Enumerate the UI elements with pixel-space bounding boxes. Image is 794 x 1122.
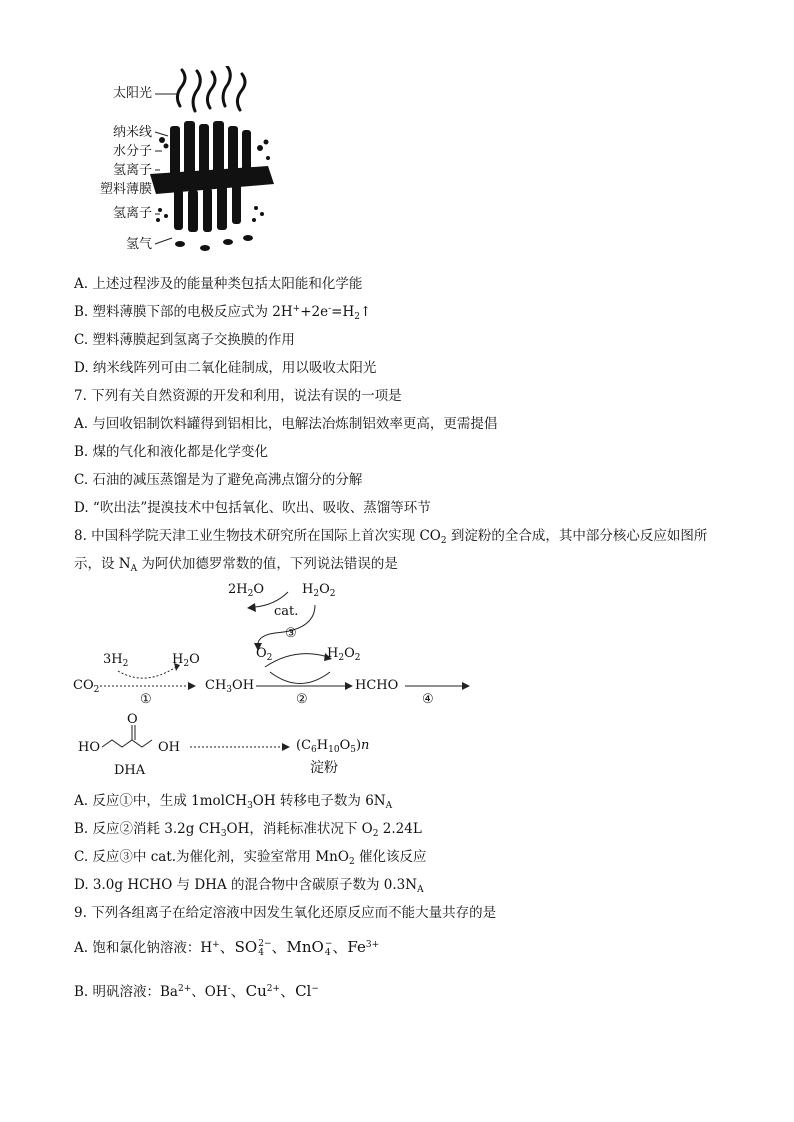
scheme-ch3oh-text: CH (205, 678, 227, 693)
scheme-2h2o-text: 2H (228, 582, 248, 597)
scheme-step3: ③ (285, 626, 297, 641)
q8-option-b (74, 820, 422, 838)
nanowire-illustration (150, 66, 280, 261)
q9-option-b: B. 明矾溶液：$Ba^{2+}$、OH-、$Cu^{2+}$、Cl− (74, 982, 319, 1000)
q6-option-b-tail: =H (331, 304, 355, 320)
q6-option-b-mid: +2e (300, 304, 329, 320)
scheme-co2-text: CO (73, 678, 94, 693)
q8-option-a-text2: OH 转移电子数为 6N (252, 793, 386, 809)
scheme-dha-oh: OH (158, 740, 180, 755)
scheme-3h2: $3H_2$ (103, 652, 129, 669)
scheme-starch-label: 淀粉 (310, 760, 338, 776)
figure-label-sunlight: 太阳光 (112, 86, 152, 101)
q9-option-b-text: B. 明矾溶液：Ba (74, 984, 178, 1000)
q8-option-a-sub2: A (385, 801, 393, 811)
q8-stem2-sub: A (130, 564, 138, 574)
q8-stem-line2 (74, 555, 398, 573)
q9-option-a: A. 饱和氯化钠溶液：H+、SO 2− 4 、MnO − 4 、$Fe^{3+}$ (74, 938, 380, 958)
q6-option-b-arrow: ↑ (359, 304, 372, 320)
scheme-o2: $O_2$ (256, 646, 273, 663)
q7-option-d: D. “吹出法”提溴技术中包括氧化、吹出、吸收、蒸馏等环节 (74, 500, 431, 516)
q8-option-d-sub: A (417, 885, 424, 895)
scheme-2h2o: $2H_2O$ (228, 582, 265, 599)
scheme-h2o2-top: $H_2O_2$ (302, 582, 336, 599)
q6-option-d: D. 纳米线阵列可由二氧化硅制成，用以吸收太阳光 (74, 360, 377, 376)
q8-option-d (74, 876, 424, 894)
q8-option-b-sub1: 3 (220, 829, 227, 839)
figure-label-plastic-film: 塑料薄膜 (99, 182, 152, 197)
q9-option-b-cl: 、Cl (280, 982, 312, 1000)
scheme-dha-o: O (127, 712, 138, 727)
figure-label-hydrogen-gas: 氢气 (125, 237, 152, 252)
q8-option-b-sub2: 2 (372, 829, 379, 839)
scheme-starch-formula: $(C_6H_{10}O_5)n$ (296, 738, 370, 755)
q6-option-b-text: B. 塑料薄膜下部的电极反应式为 2H (74, 304, 293, 320)
scheme-o2-text: O (256, 646, 267, 661)
q8-stem1-sub: 2 (440, 536, 447, 546)
scheme-hcho: HCHO (355, 678, 399, 693)
scheme-ch3oh: $CH_3OH$ (205, 678, 255, 695)
q9-option-a-ions: 、SO (219, 938, 258, 956)
scheme-co2: $CO_2$ (73, 678, 100, 695)
q7-option-b: B. 煤的气化和液化都是化学变化 (74, 444, 269, 460)
q8-stem1-b: 到淀粉的全合成，其中部分核心反应如图所 (446, 528, 708, 544)
q8-option-c-text: C. 反应③中 cat.为催化剂，实验室常用 MnO (74, 849, 349, 865)
scheme-step1: ① (140, 692, 152, 707)
figure-label-hydrogen-ion-top: 氢离子 (112, 163, 152, 178)
q8-option-d-text: D. 3.0g HCHO 与 DHA 的混合物中含碳原子数为 0.3N (74, 877, 418, 893)
q9-option-b-oh: 、OH (191, 984, 228, 1000)
q7-stem: 7. 下列有关自然资源的开发和利用，说法有误的一项是 (74, 388, 402, 404)
q9-option-a-so4-charge: 2− 4 (258, 938, 272, 958)
q8-option-a (74, 792, 392, 810)
q9-option-b-cu: 、Cu (230, 982, 267, 1000)
q8-option-a-sub1: 3 (247, 801, 253, 811)
scheme-dha-ho: HO (78, 740, 100, 755)
q9-option-a-text: A. 饱和氯化钠溶液：H (74, 940, 213, 956)
figure-label-hydrogen-ion-bottom: 氢离子 (112, 206, 152, 221)
q6-option-b-sup-minus: - (328, 304, 332, 314)
q8-stem1-a: 8. 中国科学院天津工业生物技术研究所在国际上首次实现 CO (74, 528, 441, 544)
q7-option-a: A. 与回收铝制饮料罐得到铝相比，电解法冶炼制铝效率更高，更需提倡 (74, 416, 498, 432)
q8-option-b-text: B. 反应②消耗 3.2g CH (74, 821, 221, 837)
q8-stem2-a: 示，设 N (74, 556, 131, 572)
q6-option-c: C. 塑料薄膜起到氢离子交换膜的作用 (74, 332, 295, 348)
q8-option-c-sub: 2 (348, 857, 355, 867)
q8-option-c (74, 848, 426, 866)
scheme-arrows (60, 575, 480, 785)
q8-option-a-text: A. 反应①中，生成 1molCH (74, 793, 248, 809)
q6-option-b-sup-plus: + (292, 304, 301, 314)
scheme-step2: ② (296, 692, 308, 707)
figure-label-nanowire: 纳米线 (112, 125, 152, 140)
scheme-dha-label: DHA (114, 763, 146, 778)
figure-label-water: 水分子 (112, 144, 152, 159)
scheme-h2o-small-text: H (172, 652, 184, 667)
q6-option-b (74, 303, 371, 321)
q8-stem2-b: 为阿伏加德罗常数的值，下列说法错误的是 (137, 556, 398, 572)
scheme-cat: cat. (274, 604, 299, 619)
scheme-h2o2-mid: $H_2O_2$ (327, 646, 361, 663)
scheme-h2o2-mid-text: H (327, 646, 339, 661)
scheme-step4: ④ (422, 692, 434, 707)
q9-stem: 9. 下列各组离子在给定溶液中因发生氧化还原反应而不能大量共存的是 (74, 905, 497, 921)
q7-option-c: C. 石油的减压蒸馏是为了避免高沸点馏分的分解 (74, 472, 363, 488)
q8-stem-line1 (74, 527, 707, 545)
q8-option-b-text3: 2.24L (378, 821, 422, 837)
scheme-starch-formula-text: (C (296, 738, 312, 753)
q6-option-a: A. 上述过程涉及的能量种类包括太阳能和化学能 (74, 276, 363, 292)
scheme-h2o2-top-text: H (302, 582, 314, 597)
scheme-3h2-text: 3H (103, 652, 123, 667)
q8-option-b-text2: OH，消耗标准状况下 O (226, 821, 373, 837)
q8-option-c-text2: 催化该反应 (354, 849, 427, 865)
scheme-h2o-small: $H_2O$ (172, 652, 200, 669)
q6-option-b-sub: 2 (354, 312, 360, 322)
